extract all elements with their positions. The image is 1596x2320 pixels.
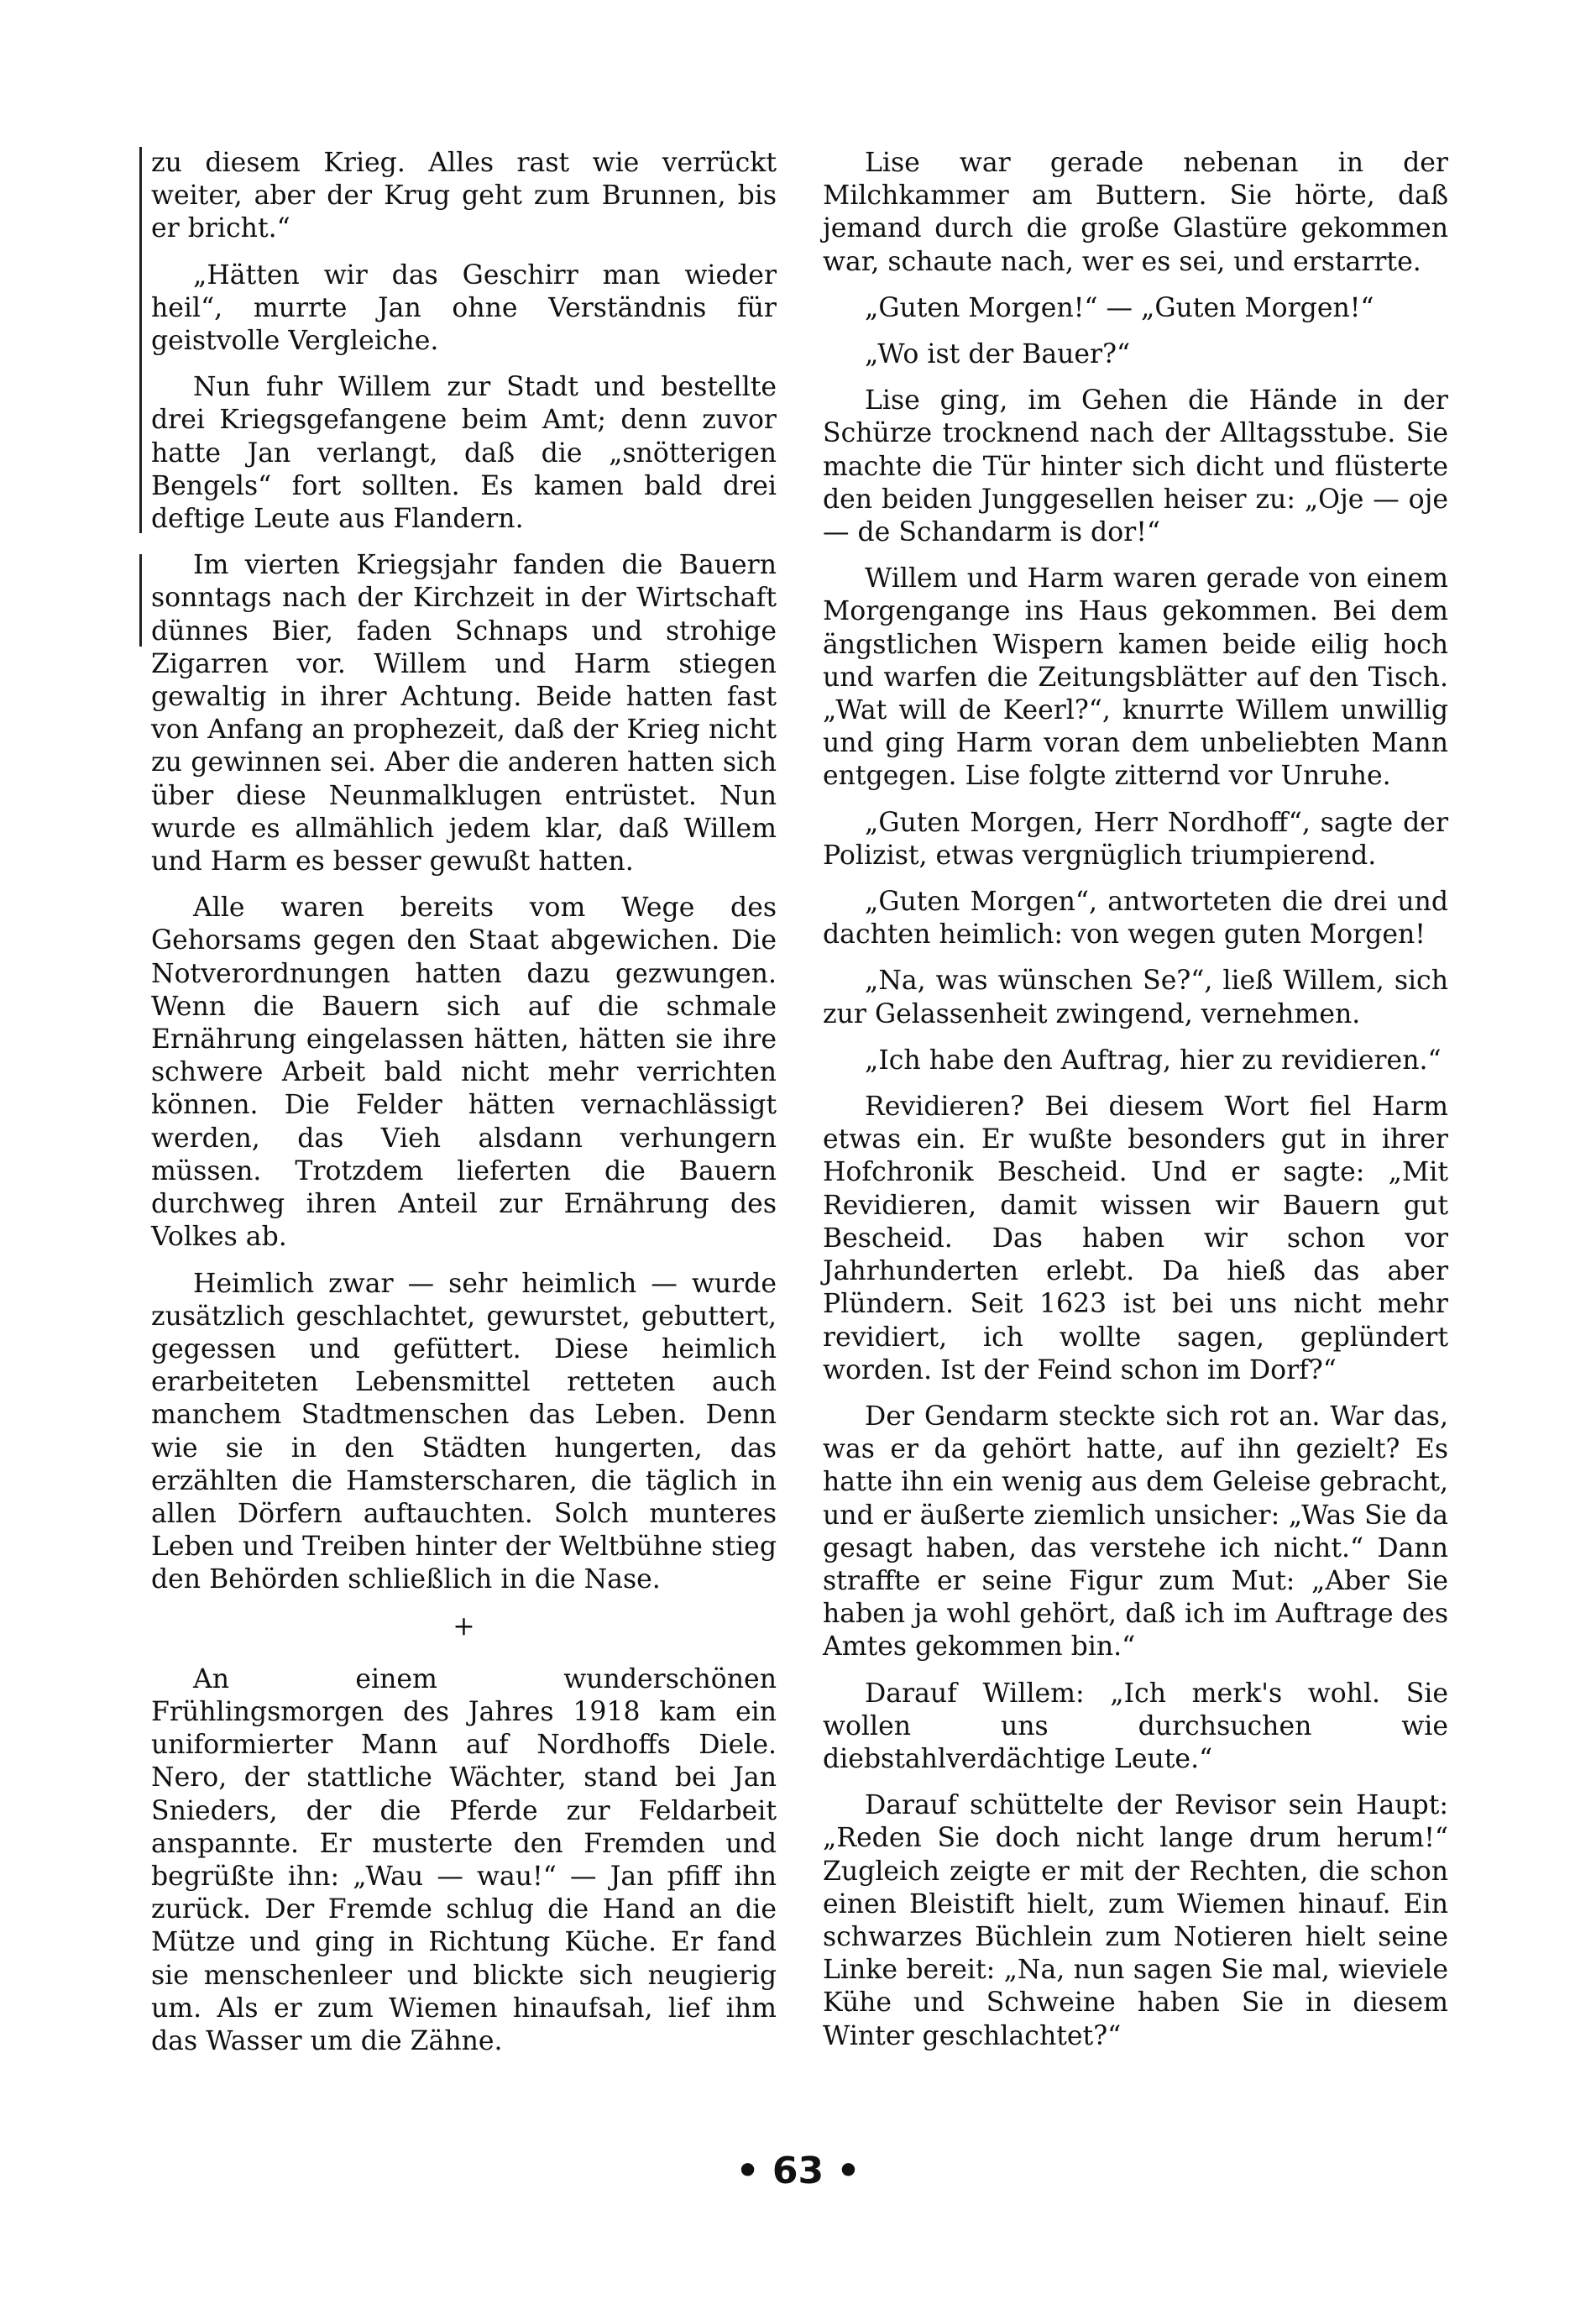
paragraph: „Guten Morgen, Herr Nordhoff“, sagte der Polizist, etwas vergnüglich triumpierend.	[823, 807, 1448, 871]
paragraph: „Hätten wir das Geschirr man wieder heil“, murrte Jan ohne Verständnis für geistvolle Vergleiche.	[151, 259, 777, 357]
page-number: • 63 •	[735, 2150, 861, 2192]
paragraph: Darauf schüttelte der Revisor sein Haupt: „Reden Sie doch nicht lange drum herum!“ Zugleich zeigte er mit der Rechten, die schon einen Bleistift hielt, zum Wiemen hinauf. Ein schwarzes Büchlein zum Notieren hielt seine Linke bereit: „Na, nun sagen Sie mal, wieviele Kühe und Schweine haben Sie in diesem Winter geschlachtet?“	[823, 1790, 1448, 2051]
left-column	[151, 147, 777, 2071]
margin-rule-top	[139, 147, 142, 533]
paragraph: „Guten Morgen“, antworteten die drei und dachten heimlich: von wegen guten Morgen!	[823, 887, 1448, 951]
paragraph: zu diesem Krieg. Alles rast wie verrückt weiter, aber der Krug geht zum Brunnen, bis er bricht.“	[151, 148, 777, 244]
paragraph: Willem und Harm waren gerade von einem Morgengange ins Haus gekommen. Bei dem ängstlichen Wispern kamen beide eilig hoch und warfen die Zeitungsblätter auf den Tisch. „Wat will de Keerl?“, knurrte Willem unwillig und ging Harm voran dem unbeliebten Mann entgegen. Lise folgte zitternd vor Unruhe.	[823, 563, 1448, 792]
paragraph: Nun fuhr Willem zur Stadt und bestellte drei Kriegsgefangene beim Amt; denn zuvor hatte Jan verlangt, daß die „snötterigen Bengels“ fort sollten. Es kamen bald drei deftige Leute aus Flandern.	[151, 372, 777, 535]
paragraph: An einem wunderschönen Frühlingsmorgen des Jahres 1918 kam ein uniformierter Mann auf Nordhoffs Diele. Nero, der stattliche Wächter, stand bei Jan Snieders, der die Pferde zur Feldarbeit anspannte. Er musterte den Fremden und begrüßte ihn: „Wau — wau!“ — Jan pfiff ihn zurück. Der Fremde schlug die Hand an die Mütze und ging in Richtung Küche. Er fand sie menschenleer und blickte sich neugierig um. Als er zum Wiemen hinaufsah, lief ihm das Wasser um die Zähne.	[151, 1663, 777, 2056]
paragraph: Darauf Willem: „Ich merk's wohl. Sie wollen uns durchsuchen wie diebstahlverdächtige Leute.“	[823, 1678, 1448, 1774]
paragraph: „Ich habe den Auftrag, hier zu revidieren.“	[865, 1045, 1442, 1076]
paragraph: Im vierten Kriegsjahr fanden die Bauern sonntags nach der Kirchzeit in der Wirtschaft dünnes Bier, faden Schnaps und strohige Zigarren vor. Willem und Harm stiegen gewaltig in ihrer Achtung. Beide hatten fast von Anfang an prophezeit, daß der Krieg nicht zu gewinnen sei. Aber die anderen hatten sich über diese Neunmalklugen entrüstet. Nun wurde es allmählich jedem klar, daß Willem und Harm es besser gewußt hatten.	[151, 550, 777, 877]
paragraph: „Wo ist der Bauer?“	[865, 339, 1131, 370]
paragraph: „Guten Morgen!“ — „Guten Morgen!“	[865, 292, 1374, 323]
paragraph: Lise war gerade nebenan in der Milchkammer am Buttern. Sie hörte, daß jemand durch die große Glastüre gekommen war, schaute nach, wer es sei, und erstarrte.	[823, 148, 1448, 277]
paragraph: Revidieren? Bei diesem Wort fiel Harm etwas ein. Er wußte besonders gut in ihrer Hofchronik Bescheid. Und er sagte: „Mit Revidieren, damit wissen wir Bauern gut Bescheid. Das haben wir schon vor Jahrhunderten erlebt. Da hieß das aber Plündern. Seit 1623 ist bei uns nicht mehr revidiert, ich wollte sagen, geplündert worden. Ist der Feind schon im Dorf?“	[823, 1092, 1448, 1385]
paragraph: Alle waren bereits vom Wege des Gehorsams gegen den Staat abgewichen. Die Notverordnungen hatten dazu gezwungen. Wenn die Bauern sich auf die schmale Ernährung eingelassen hätten, hätten sie ihre schwere Arbeit bald nicht mehr verrichten können. Die Felder hätten vernachlässigt werden, das Vieh alsdann verhungern müssen. Trotzdem lieferten die Bauern durchweg ihren Anteil zur Ernährung des Volkes ab.	[151, 893, 777, 1253]
right-column	[823, 147, 1448, 2066]
paragraph: „Na, was wünschen Se?“, ließ Willem, sich zur Gelassenheit zwingend, vernehmen.	[823, 966, 1448, 1029]
left-column-text-after	[151, 1663, 777, 2058]
margin-rule-middle	[139, 554, 142, 647]
paragraph: Heimlich zwar — sehr heimlich — wurde zusätzlich geschlachtet, gewurstet, gebuttert, gegessen und gefüttert. Diese heimlich erarbeiteten Lebensmittel retteten auch manchem Stadtmenschen das Leben. Denn wie sie in den Städten hungerten, das erzählten die Hamsterscharen, die täglich in allen Dörfern auftauchten. Solch munteres Leben und Treiben hinter der Weltbühne stieg den Behörden schließlich in die Nase.	[151, 1268, 777, 1595]
section-separator: +	[453, 1610, 475, 1642]
paragraph: Lise ging, im Gehen die Hände in der Schürze trocknend nach der Alltagsstube. Sie machte die Tür hinter sich dicht und flüsterte den beiden Junggesellen heiser zu: „Oje — oje — de Schandarm is dor!“	[823, 385, 1448, 548]
left-column-text	[151, 147, 777, 1597]
paragraph: Der Gendarm steckte sich rot an. War das, was er da gehört hatte, auf ihn gezielt? Es hatte ihn ein wenig aus dem Geleise gebracht, und er äußerte ziemlich unsicher: „Was Sie da gesagt haben, das verstehe ich nicht.“ Dann straffte er seine Figur zum Mut: „Aber Sie haben ja wohl gehört, daß ich im Auftrage des Amtes gekommen bin.“	[823, 1401, 1448, 1663]
